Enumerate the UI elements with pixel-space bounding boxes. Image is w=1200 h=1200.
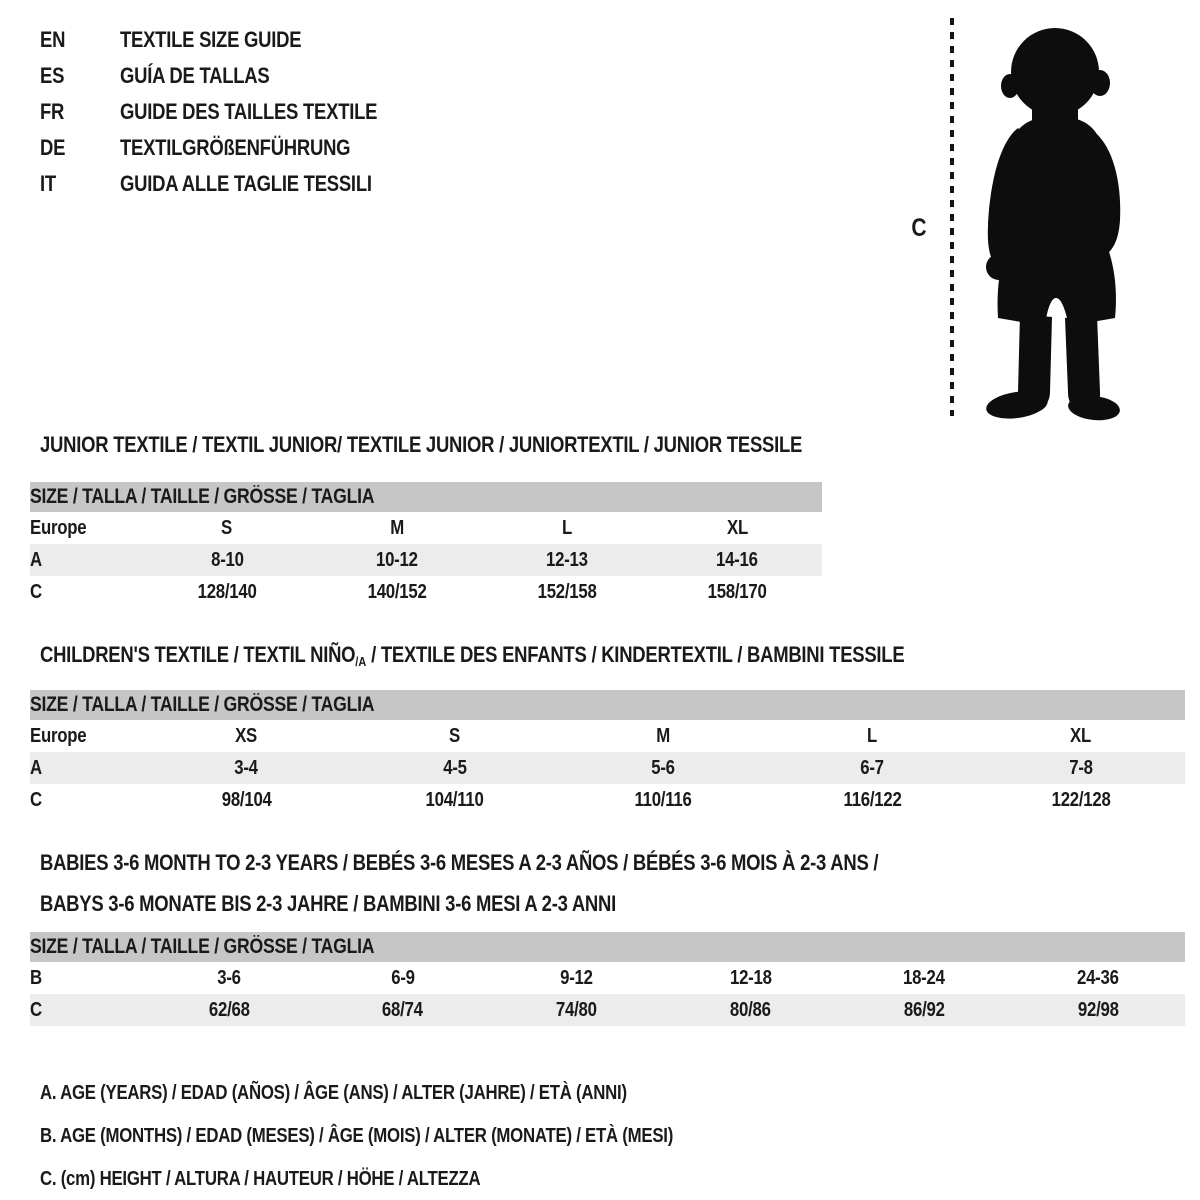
footnote-b-age-months: B. AGE (MONTHS) / EDAD (MESES) / ÂGE (MOIS) / ALTER (MONATE) / ETÀ (MESI) (40, 1125, 674, 1147)
measure-c-label: C (911, 214, 927, 242)
height-measure-figure (900, 14, 1190, 424)
language-row-de (40, 130, 426, 166)
babies-size-table (30, 932, 1185, 1026)
table-header-bar: SIZE / TALLA / TAILLE / GRÖSSE / TAGLIA (30, 482, 822, 512)
table-row-height-cm: C 98/104 104/110 110/116 116/122 122/128 (30, 784, 1185, 816)
table-row-europe: Europe S M L XL (30, 512, 822, 544)
legend-footnotes (40, 1072, 794, 1200)
language-row-en (40, 22, 426, 58)
children-size-table (30, 690, 1185, 816)
language-code: DE (40, 135, 66, 160)
babies-section-title-line2: BABYS 3-6 MONATE BIS 2-3 JAHRE / BAMBINI 3-6 MESI A 2-3 ANNI (40, 891, 616, 916)
height-dashed-line (950, 18, 954, 416)
guide-title-it: GUIDA ALLE TAGLIE TESSILI (120, 171, 372, 196)
junior-size-table (30, 482, 822, 608)
table-row-height-cm: C 62/68 68/74 74/80 80/86 86/92 92/98 (30, 994, 1185, 1026)
table-row-age-years: A 8-10 10-12 12-13 14-16 (30, 544, 822, 576)
toddler-silhouette-icon (962, 20, 1152, 422)
guide-title-de: TEXTILGRÖßENFÜHRUNG (120, 135, 351, 160)
table-row-age-months: B 3-6 6-9 9-12 12-18 18-24 24-36 (30, 962, 1185, 994)
children-section-title: CHILDREN'S TEXTILE / TEXTIL NIÑO/A / TEXTILE DES ENFANTS / KINDERTEXTIL / BAMBINI TESSILE (40, 642, 905, 669)
language-code: ES (40, 63, 65, 88)
guide-title-en: TEXTILE SIZE GUIDE (120, 27, 302, 52)
guide-title-fr: GUIDE DES TAILLES TEXTILE (120, 99, 378, 124)
footnote-a-age-years: A. AGE (YEARS) / EDAD (AÑOS) / ÂGE (ANS) / ALTER (JAHRE) / ETÀ (ANNI) (40, 1082, 627, 1104)
language-title-list (40, 22, 426, 202)
language-code: FR (40, 99, 65, 124)
footnote-c-height-cm: C. (cm) HEIGHT / ALTURA / HAUTEUR / HÖHE / ALTEZZA (40, 1168, 481, 1190)
language-code: IT (40, 171, 56, 196)
table-header-bar: SIZE / TALLA / TAILLE / GRÖSSE / TAGLIA (30, 690, 1185, 720)
table-row-europe: Europe XS S M L XL (30, 720, 1185, 752)
table-row-age-years: A 3-4 4-5 5-6 6-7 7-8 (30, 752, 1185, 784)
nino-a-subscript: /A (355, 654, 367, 669)
babies-section-title-line1: BABIES 3-6 MONTH TO 2-3 YEARS / BEBÉS 3-6 MESES A 2-3 AÑOS / BÉBÉS 3-6 MOIS À 2-3 ANS / (40, 850, 879, 875)
guide-title-es: GUÍA DE TALLAS (120, 63, 270, 88)
language-code: EN (40, 27, 66, 52)
language-row-es (40, 58, 426, 94)
table-header-bar: SIZE / TALLA / TAILLE / GRÖSSE / TAGLIA (30, 932, 1185, 962)
language-row-it (40, 166, 426, 202)
language-row-fr (40, 94, 426, 130)
junior-section-title: JUNIOR TEXTILE / TEXTIL JUNIOR/ TEXTILE JUNIOR / JUNIORTEXTIL / JUNIOR TESSILE (40, 432, 803, 457)
table-row-height-cm: C 128/140 140/152 152/158 158/170 (30, 576, 822, 608)
